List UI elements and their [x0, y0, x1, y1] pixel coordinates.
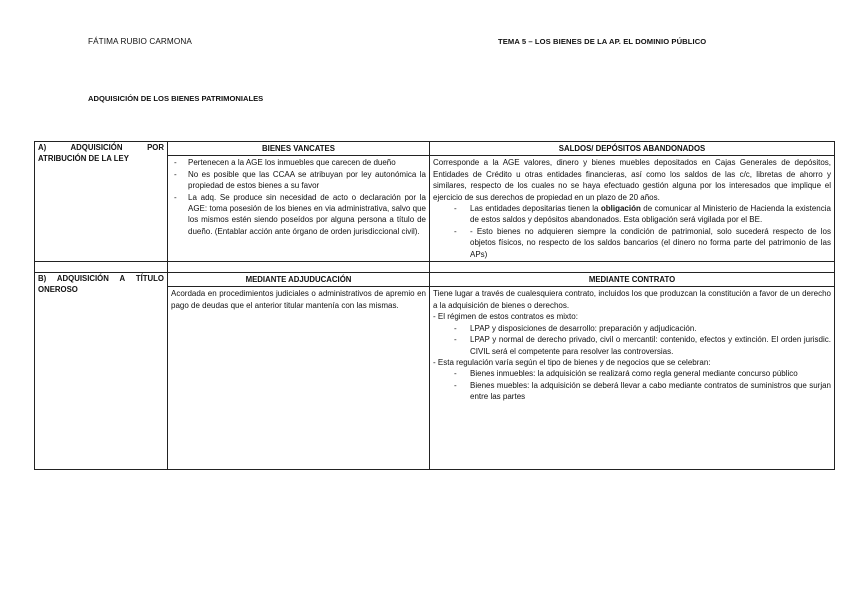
row-a-label: A) ADQUISICIÓN POR ATRIBUCIÓN DE LA LEY	[35, 142, 168, 262]
adjudicacion-cell	[168, 287, 430, 470]
bienes-vacantes-cell	[168, 156, 430, 262]
list-item: - Bienes muebles: la adquisición se deberá llevar a cabo mediante contratos de suministros que surjan entre las partes	[433, 380, 831, 403]
row-spacer	[35, 262, 835, 273]
col-contrato-title: MEDIANTE CONTRATO	[430, 273, 835, 287]
contrato-variation-list	[433, 368, 831, 402]
contrato-regime: - El régimen de estos contratos es mixto:	[433, 312, 578, 322]
contrato-cell	[430, 287, 835, 470]
obligation-pre: Las entidades depositarias tienen la	[470, 204, 601, 214]
obligation-post: de comunicar al Ministerio de Hacienda la existencia de estos saldos y depósitos abandonados. Esta obligación será vigilada por el BE.	[470, 204, 831, 225]
document-subtitle: ADQUISICIÓN DE LOS BIENES PATRIMONIALES	[88, 94, 264, 103]
col-bienes-vacantes-title: BIENES VANCATES	[168, 142, 430, 156]
saldos-intro: Corresponde a la AGE valores, dinero y bienes muebles depositados en Cajas Generales de depósitos, Entidades de Crédito u otras entidades financieras, así como los saldos de las c/c, libretas de ahorro y similares, respecto de los cuales no se haya efectuado gestión alguna por los interesados que implique el ejercicio de sus derechos de propiedad en un plazo de 20 años.	[433, 158, 831, 202]
contrato-regime-list	[433, 323, 831, 357]
saldos-list	[433, 203, 831, 260]
list-item: - No es posible que las CCAA se atribuyan por ley autonómica la propiedad de estos bienes a su favor	[171, 169, 426, 192]
acquisition-table	[34, 141, 835, 470]
list-item: - LPAP y disposiciones de desarrollo: preparación y adjudicación.	[433, 323, 831, 334]
list-item: - LPAP y normal de derecho privado, civil o mercantil: contenido, efectos y extinción. El orden jurisdic. CIVIL será el competente para resolver las controversias.	[433, 334, 831, 357]
header-author: FÁTIMA RUBIO CARMONA	[88, 37, 192, 46]
contrato-intro: Tiene lugar a través de cualesquiera contrato, incluidos los que produzcan la constitución a favor de un derecho a la adquisición de bienes o derechos.	[433, 289, 831, 310]
list-item	[433, 203, 831, 226]
bienes-vacantes-list	[171, 157, 426, 237]
adjudicacion-text: Acordada en procedimientos judiciales o administrativos de apremio en pago de deudas que el anterior titular mantenía con las mismas.	[171, 289, 426, 310]
list-item: - Pertenecen a la AGE los inmuebles que carecen de dueño	[171, 157, 426, 168]
header-topic: TEMA 5 – LOS BIENES DE LA AP. EL DOMINIO PÚBLICO	[498, 37, 707, 46]
saldos-cell	[430, 156, 835, 262]
obligation-bold: obligación	[600, 204, 641, 214]
list-item: - La adq. Se produce sin necesidad de acto o declaración por la AGE: toma posesión de los bienes en via administrativa, salvo que los mismos estén siendo poseídos por alguna persona a título de dueño. (Entablar acción ante órgano de orden jurisdiccional civil).	[171, 192, 426, 238]
col-adjudicacion-title: MEDIANTE ADJUDUCACIÓN	[168, 273, 430, 287]
row-b-label: B) ADQUISICIÓN A TÍTULO ONEROSO	[35, 273, 168, 470]
col-saldos-title: SALDOS/ DEPÓSITOS ABANDONADOS	[430, 142, 835, 156]
list-item: - - Esto bienes no adquieren siempre la condición de patrimonial, solo sucederá respecto de los objetos físicos, no respecto de los saldos bancarios (el dinero no forma parte del patrimonio de las APs)	[433, 226, 831, 260]
list-item: - Bienes inmuebles: la adquisición se realizará como regla general mediante concurso público	[433, 368, 831, 379]
contrato-variation: - Esta regulación varía según el tipo de bienes y de negocios que se celebran:	[433, 357, 711, 367]
row-b-header	[35, 273, 835, 287]
row-a-header	[35, 142, 835, 156]
